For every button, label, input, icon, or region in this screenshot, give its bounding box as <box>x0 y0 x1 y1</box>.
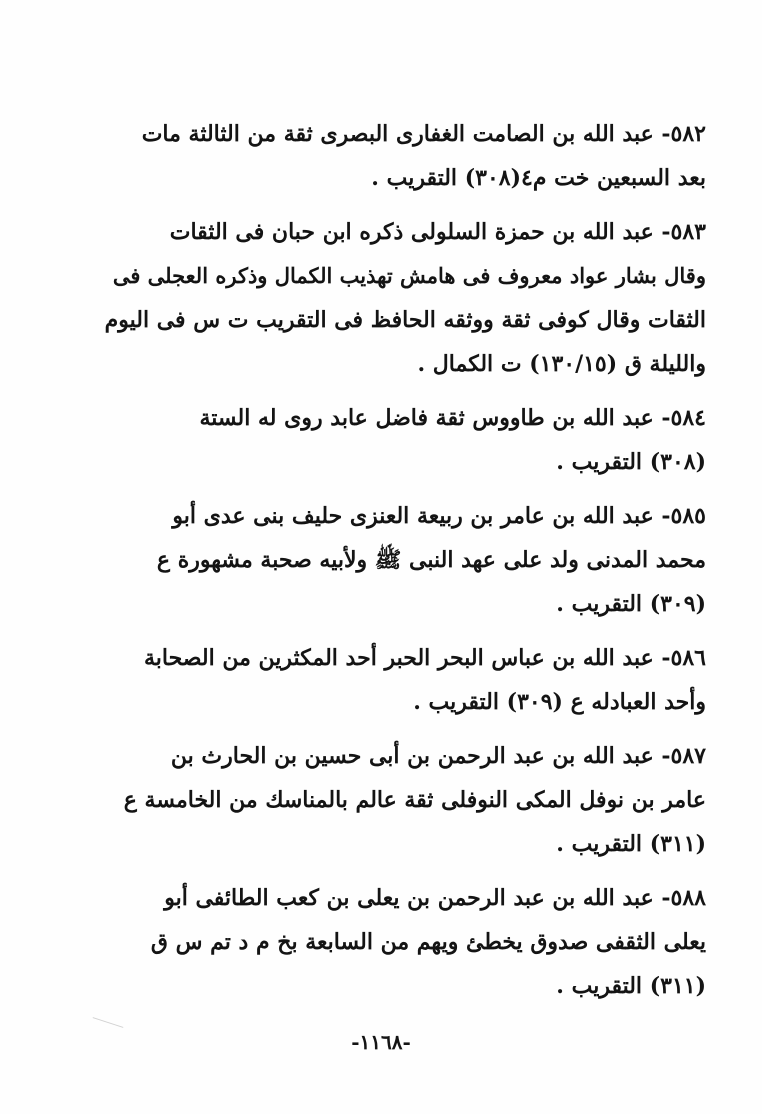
entry-line: (٣٠٩) التقريب . <box>556 591 706 617</box>
entry-584 <box>100 396 706 484</box>
entry-line: وقال بشار عواد معروف فى هامش تهذيب الكمال وذكره العجلى فى <box>112 263 706 288</box>
entry-line: ٥٨٦- عبد الله بن عباس البحر الحبر أحد المكثرين من الصحابة <box>143 645 706 671</box>
entry-582 <box>100 112 706 200</box>
entry-line: (٣٠٨) التقريب . <box>556 449 706 475</box>
entries-list <box>100 112 706 1018</box>
entry-line: ٥٨٥- عبد الله بن عامر بن ربيعة العنزى حليف بنى عدى أبو <box>172 503 706 529</box>
entry-line: بعد السبعين خت م٤(٣٠٨) التقريب . <box>371 165 706 191</box>
entry-588 <box>100 876 706 1008</box>
entry-587 <box>100 734 706 866</box>
entry-line: وأحد العبادله ع (٣٠٩) التقريب . <box>413 689 706 715</box>
entry-583 <box>100 210 706 386</box>
entry-line: يعلى الثقفى صدوق يخطئ ويهم من السابعة بخ م د تم س ق <box>150 929 706 955</box>
entry-line: ٥٨٨- عبد الله بن عبد الرحمن بن يعلى بن كعب الطائفى أبو <box>164 885 706 911</box>
entry-line: ٥٨٣- عبد الله بن حمزة السلولى ذكره ابن حبان فى الثقات <box>169 219 706 245</box>
entry-586 <box>100 636 706 724</box>
scan-mark <box>93 1017 124 1028</box>
entry-585 <box>100 494 706 626</box>
entry-line: ٥٨٧- عبد الله بن عبد الرحمن بن أبى حسين بن الحارث بن <box>170 743 706 769</box>
entry-line: (٣١١) التقريب . <box>556 973 706 999</box>
entry-line: ٥٨٢- عبد الله بن الصامت الغفارى البصرى ثقة من الثالثة مات <box>141 121 706 147</box>
entry-line: ٥٨٤- عبد الله بن طاووس ثقة فاضل عابد روى له الستة <box>199 405 706 431</box>
entry-line: الثقات وقال كوفى ثقة ووثقه الحافظ فى التقريب ت س فى اليوم <box>104 307 706 333</box>
page-number: -١١٦٨- <box>351 1030 411 1054</box>
entry-line: عامر بن نوفل المكى النوفلى ثقة عالم بالمناسك من الخامسة ع <box>123 787 706 813</box>
entry-line: محمد المدنى ولد على عهد النبى ﷺ ولأبيه صحبة مشهورة ع <box>156 547 706 573</box>
entry-line: (٣١١) التقريب . <box>556 831 706 857</box>
entry-line: والليلة ق (١٣٠/١٥) ت الكمال . <box>417 351 706 377</box>
